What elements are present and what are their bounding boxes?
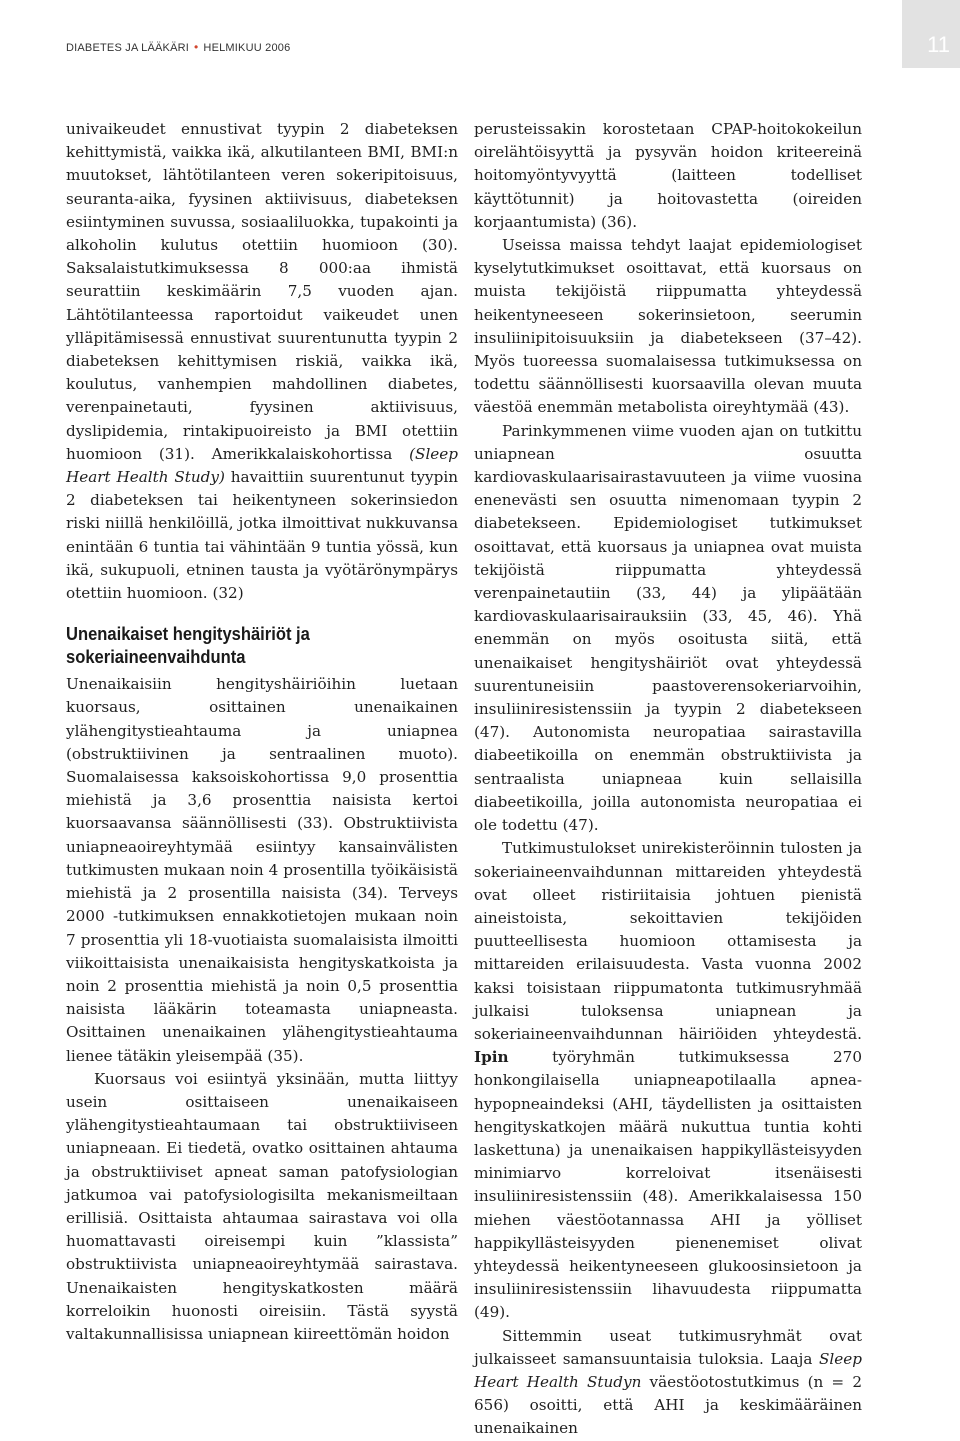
paragraph (474, 1325, 862, 1441)
paragraph-text: univaikeudet ennustivat tyypin 2 diabeteksen kehittymistä, vaikka ikä, alkutilanteen BMI, BMI:n muutokset, lähtötilanteen veren sokeripitoisuus, seuranta-aika, fyysinen aktiivisuus, diabeteksen esiintyminen suvussa, sosiaaliluokka, tupakointi ja alkoholin kulutus otettiin huomioon (30). Saksalaistutkimuksessa 8 000:aa ihmistä seurattiin keskimäärin 7,5 vuoden ajan. Lähtötilanteessa raportoidut vaikeudet unen ylläpitämisessä ennustivat suurentunutta tyypin 2 diabeteksen kehittymisen riskiä, vaikka ikä, koulutus, vanhempien mahdollinen diabetes, verenpainetauti, fyysinen aktiivisuus, dyslipidemia, rintakipuoireisto ja BMI otettiin huomioon (31). Amerikkalaiskohortissa (66, 120, 458, 463)
section-heading: Unenaikaiset hengityshäiriöt ja sokeriaineenvaihdunta (66, 624, 310, 668)
running-header (66, 40, 290, 54)
study-name: Sleep Heart Health Studyn (474, 1349, 862, 1391)
paragraph: Kuorsaus voi esiintyä yksinään, mutta liittyy usein osittaiseen unenaikaiseen ylähengitystieahtaumaan tai obstruktiiviseen uniapneaan. Ei tiedetä, ovatko osittainen ahtauma ja obstruktiiviset apneat saman patofysiologian jatkumoa vai patofysiologisilta mekanismeiltaan erillisiä. Osittaista ahtaumaa sairastava voi olla huomattavasti oireisempi kuin ”klassista” obstruktiivista uniapneaoireyhtymää sairastava. Unenaikaisten hengityskatkosten määrä korreloikin huonosti oireisiin. Tästä syystä valtakunnallisissa uniapnean kiireettömän hoidon (66, 1069, 458, 1343)
journal-name: DIABETES JA LÄÄKÄRI (66, 42, 190, 54)
paragraph: perusteissakin korostetaan CPAP-hoitokokeilun oirelähtöisyyttä ja pysyvän hoidon kriteereinä hoitomyöntyvyyttä (laitteen todelliset käyttötunnit) ja hoitovastetta (oireiden korjaantumista) (36). (474, 120, 862, 231)
separator-dot-icon: • (194, 40, 199, 54)
issue-date: HELMIKUU 2006 (203, 42, 291, 54)
paragraph-text: Sittemmin useat tutkimusryhmät ovat julkaisseet samansuuntaisia tuloksia. Laaja (474, 1326, 862, 1368)
paragraph: Parinkymmenen viime vuoden ajan on tutkittu uniapnean osuutta kardiovaskulaarisairastavuuteen ja viime vuosina enenevästi sen osuutta nimenomaan tyypin 2 diabetekseen. Epidemiologiset tutkimukset osoittavat, että kuorsaus ja uniapnea ovat muista tekijöistä riippumatta yhteydessä verenpainetautiin (33, 44) ja ylipäätään kardiovaskulaarisairauksiin (33, 45, 46). Yhä enemmän on myös osoitusta siitä, että unenaikaiset hengityshäiriöt ovat yhteydessä suurentuneisiin paastoverensokeriarvoihin, insuliiniresistenssiin ja tyypin 2 diabetekseen (47). Autonomista neuropatiaa sairastavilla diabeetikoilla on enemmän obstruktiivista ja sentraalista uniapneaa kuin sellaisilla diabeetikoilla, joilla autonomista neuropatiaa ei ole todettu (47). (474, 421, 862, 835)
paragraph-text: työryhmän tutkimuksessa 270 honkongilaisella uniapneapotilaalla apnea-hypopneaindeksi (AHI, täydellisten ja osittaisten hengityskatkojen määrä nukuttua tuntia kohti laskettuna) ja unenaikaisen happikyllästeisyyden minimiarvo korreloivat itsenäisesti insuliiniresistenssiin (48). Amerikkalaisessa 150 miehen väestöotannassa AHI ja yölliset happikyllästeisyyden pienenemiset olivat yhteydessä heikentyneeseen glukoosinsietoon ja insuliiniresistenssiin lihavuudesta riippumatta (49). (474, 1048, 862, 1322)
paragraph: Unenaikaisiin hengityshäiriöihin luetaan kuorsaus, osittainen unenaikainen ylähengitystieahtauma ja uniapnea (obstruktiivinen ja sentraalinen muoto). Suomalaisessa kaksoiskohortissa 9,0 prosenttia miehistä ja 3,6 prosenttia naisista kertoi kuorsaavansa säännöllisesti (33). Obstruktiivista uniapneaoireyhtymää esiintyy kansainvälisten tutkimusten mukaan noin 4 prosentilla työikäisistä miehistä ja 2 prosentilla naisista (34). Terveys 2000 -tutkimuksen ennakkotietojen mukaan noin 7 prosenttia yli 18-vuotiaista suomalaisista ilmoitti viikoittaisista unenaikaisista hengityskatkoista ja noin 2 prosenttia miehistä ja noin 0,5 prosenttia naisista lääkärin toteamasta uniapneasta. Osittainen unenaikainen ylähengitystieahtauma lienee tätäkin yleisempää (35). (66, 675, 458, 1065)
page-number-tab (902, 0, 960, 68)
right-column (474, 118, 862, 1441)
paragraph (66, 118, 458, 605)
author-name: Ipin (474, 1048, 509, 1067)
paragraph-text: havaittiin suurentunut tyypin 2 diabeteksen tai heikentyneen sokerinsiedon riski niillä henkilöillä, jotka ilmoittivat nukkuvansa enintään 6 tuntia tai vähintään 9 tuntia yössä, kun ikä, sukupuoli, etninen tausta ja vyötärönympärys otettiin huomioon. (32) (66, 468, 459, 603)
paragraph (474, 837, 862, 1324)
paragraph: Useissa maissa tehdyt laajat epidemiologiset kyselytutkimukset osoittavat, että kuorsaus on muista tekijöistä riippumatta yhteydessä heikentyneeseen sokerinsietoon, seerumin insuliinipitoisuuksiin ja diabetekseen (37–42). Myös tuoreessa suomalaisessa tutkimuksessa on todettu säännöllisesti kuorsaavilla olevan muuta väestöä enemmän metabolista oireyhtymää (43). (474, 236, 862, 417)
left-column (66, 118, 458, 1346)
page-number: 11 (927, 32, 950, 57)
paragraph-text: väestöotostutkimus (n = 2 656) osoitti, että AHI ja keskimääräinen unenaikainen (474, 1372, 862, 1438)
paragraph-text: Tutkimustulokset unirekisteröinnin tulosten ja sokeriaineenvaihdunnan mittareiden yhteydestä ovat olleet ristiriitaisia johtuen pienistä aineistoista, sekoittavien tekijöiden puutteellisesta huomioon ottamisesta ja mittareiden erilaisuudesta. Vasta vuonna 2002 kaksi toisistaan riippumatonta tutkimusryhmää julkaisi tuloksensa uniapnean ja sokeriaineenvaihdunnan häiriöiden yhteydestä. (474, 839, 862, 1043)
study-name: (Sleep Heart Health Study) (66, 444, 458, 487)
